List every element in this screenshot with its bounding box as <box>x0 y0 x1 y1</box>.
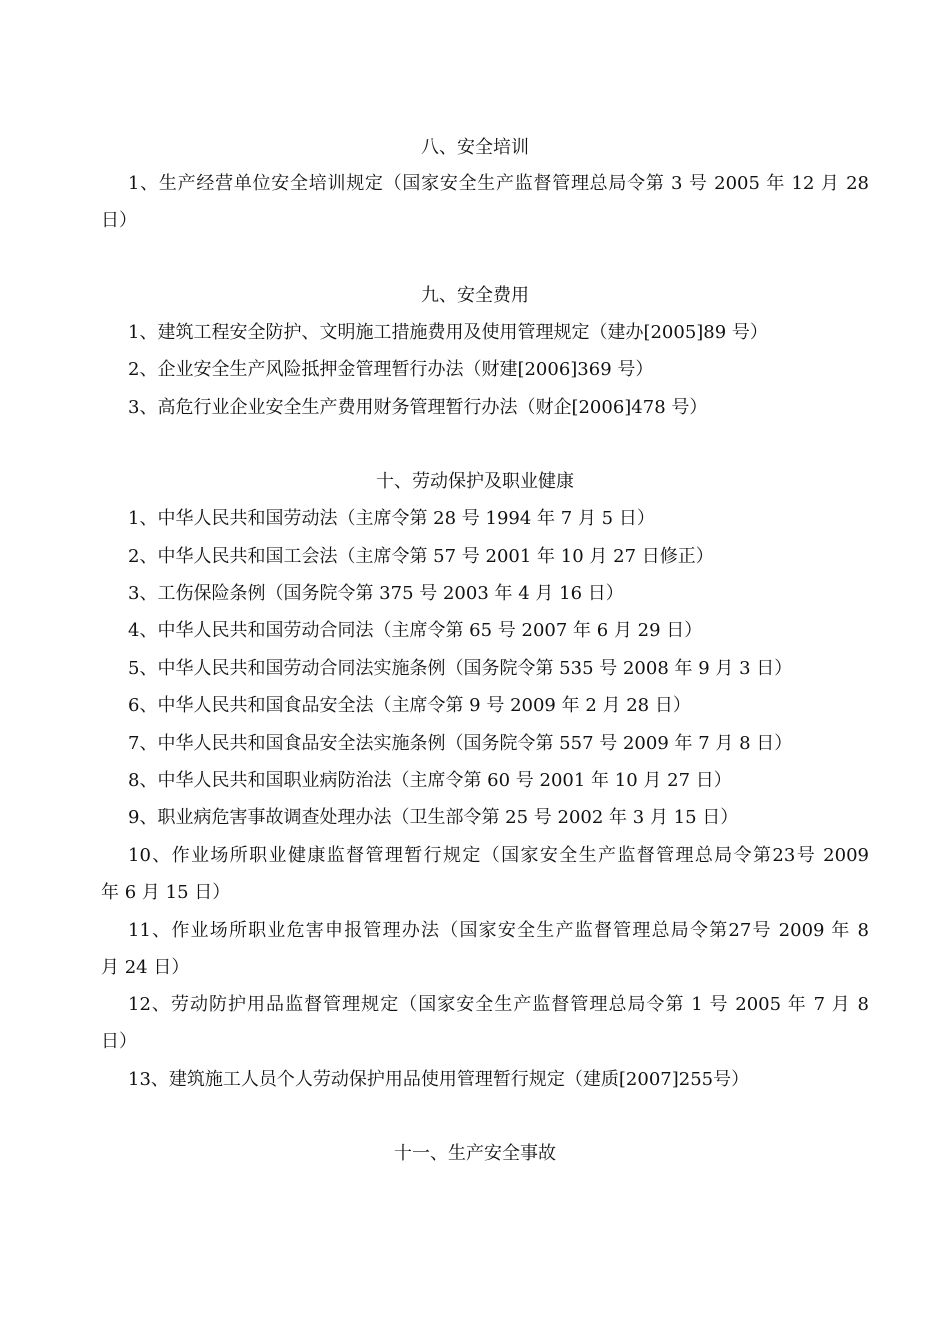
section-heading-production-accidents: 十一、生产安全事故 <box>394 1143 556 1164</box>
list-item-continuation: 年 6 月 15 日） <box>101 882 231 903</box>
list-item: 10、作业场所职业健康监督管理暂行规定（国家安全生产监督管理总局令第23号 2009 <box>128 845 869 866</box>
list-item: 12、劳动防护用品监督管理规定（国家安全生产监督管理总局令第 1 号 2005 年 7 月 8 <box>128 994 869 1015</box>
list-item: 1、生产经营单位安全培训规定（国家安全生产监督管理总局令第 3 号 2005 年 12 月 28 <box>128 173 869 194</box>
section-heading-safety-costs: 九、安全费用 <box>421 285 529 306</box>
list-item: 13、建筑施工人员个人劳动保护用品使用管理暂行规定（建质[2007]255号） <box>128 1069 750 1090</box>
list-item: 2、中华人民共和国工会法（主席令第 57 号 2001 年 10 月 27 日修正） <box>128 546 714 567</box>
list-item-continuation: 日） <box>101 1031 137 1052</box>
list-item: 8、中华人民共和国职业病防治法（主席令第 60 号 2001 年 10 月 27 日） <box>128 770 732 791</box>
list-item: 7、中华人民共和国食品安全法实施条例（国务院令第 557 号 2009 年 7 月 8 日） <box>128 733 793 754</box>
list-item: 5、中华人民共和国劳动合同法实施条例（国务院令第 535 号 2008 年 9 月 3 日） <box>128 658 793 679</box>
list-item-continuation: 月 24 日） <box>101 957 190 978</box>
list-item: 11、作业场所职业危害申报管理办法（国家安全生产监督管理总局令第27号 2009 年 8 <box>128 920 869 941</box>
list-item: 3、工伤保险条例（国务院令第 375 号 2003 年 4 月 16 日） <box>128 583 624 604</box>
list-item: 4、中华人民共和国劳动合同法（主席令第 65 号 2007 年 6 月 29 日） <box>128 620 703 641</box>
section-heading-labor-protection: 十、劳动保护及职业健康 <box>376 471 574 492</box>
section-heading-safety-training: 八、安全培训 <box>421 137 529 158</box>
list-item: 1、建筑工程安全防护、文明施工措施费用及使用管理规定（建办[2005]89 号） <box>128 322 768 343</box>
list-item-continuation: 日） <box>101 210 137 231</box>
list-item: 2、企业安全生产风险抵押金管理暂行办法（财建[2006]369 号） <box>128 359 654 380</box>
list-item: 6、中华人民共和国食品安全法（主席令第 9 号 2009 年 2 月 28 日） <box>128 695 691 716</box>
list-item: 9、职业病危害事故调查处理办法（卫生部令第 25 号 2002 年 3 月 15 日） <box>128 807 739 828</box>
list-item: 1、中华人民共和国劳动法（主席令第 28 号 1994 年 7 月 5 日） <box>128 508 655 529</box>
list-item: 3、高危行业企业安全生产费用财务管理暂行办法（财企[2006]478 号） <box>128 397 708 418</box>
